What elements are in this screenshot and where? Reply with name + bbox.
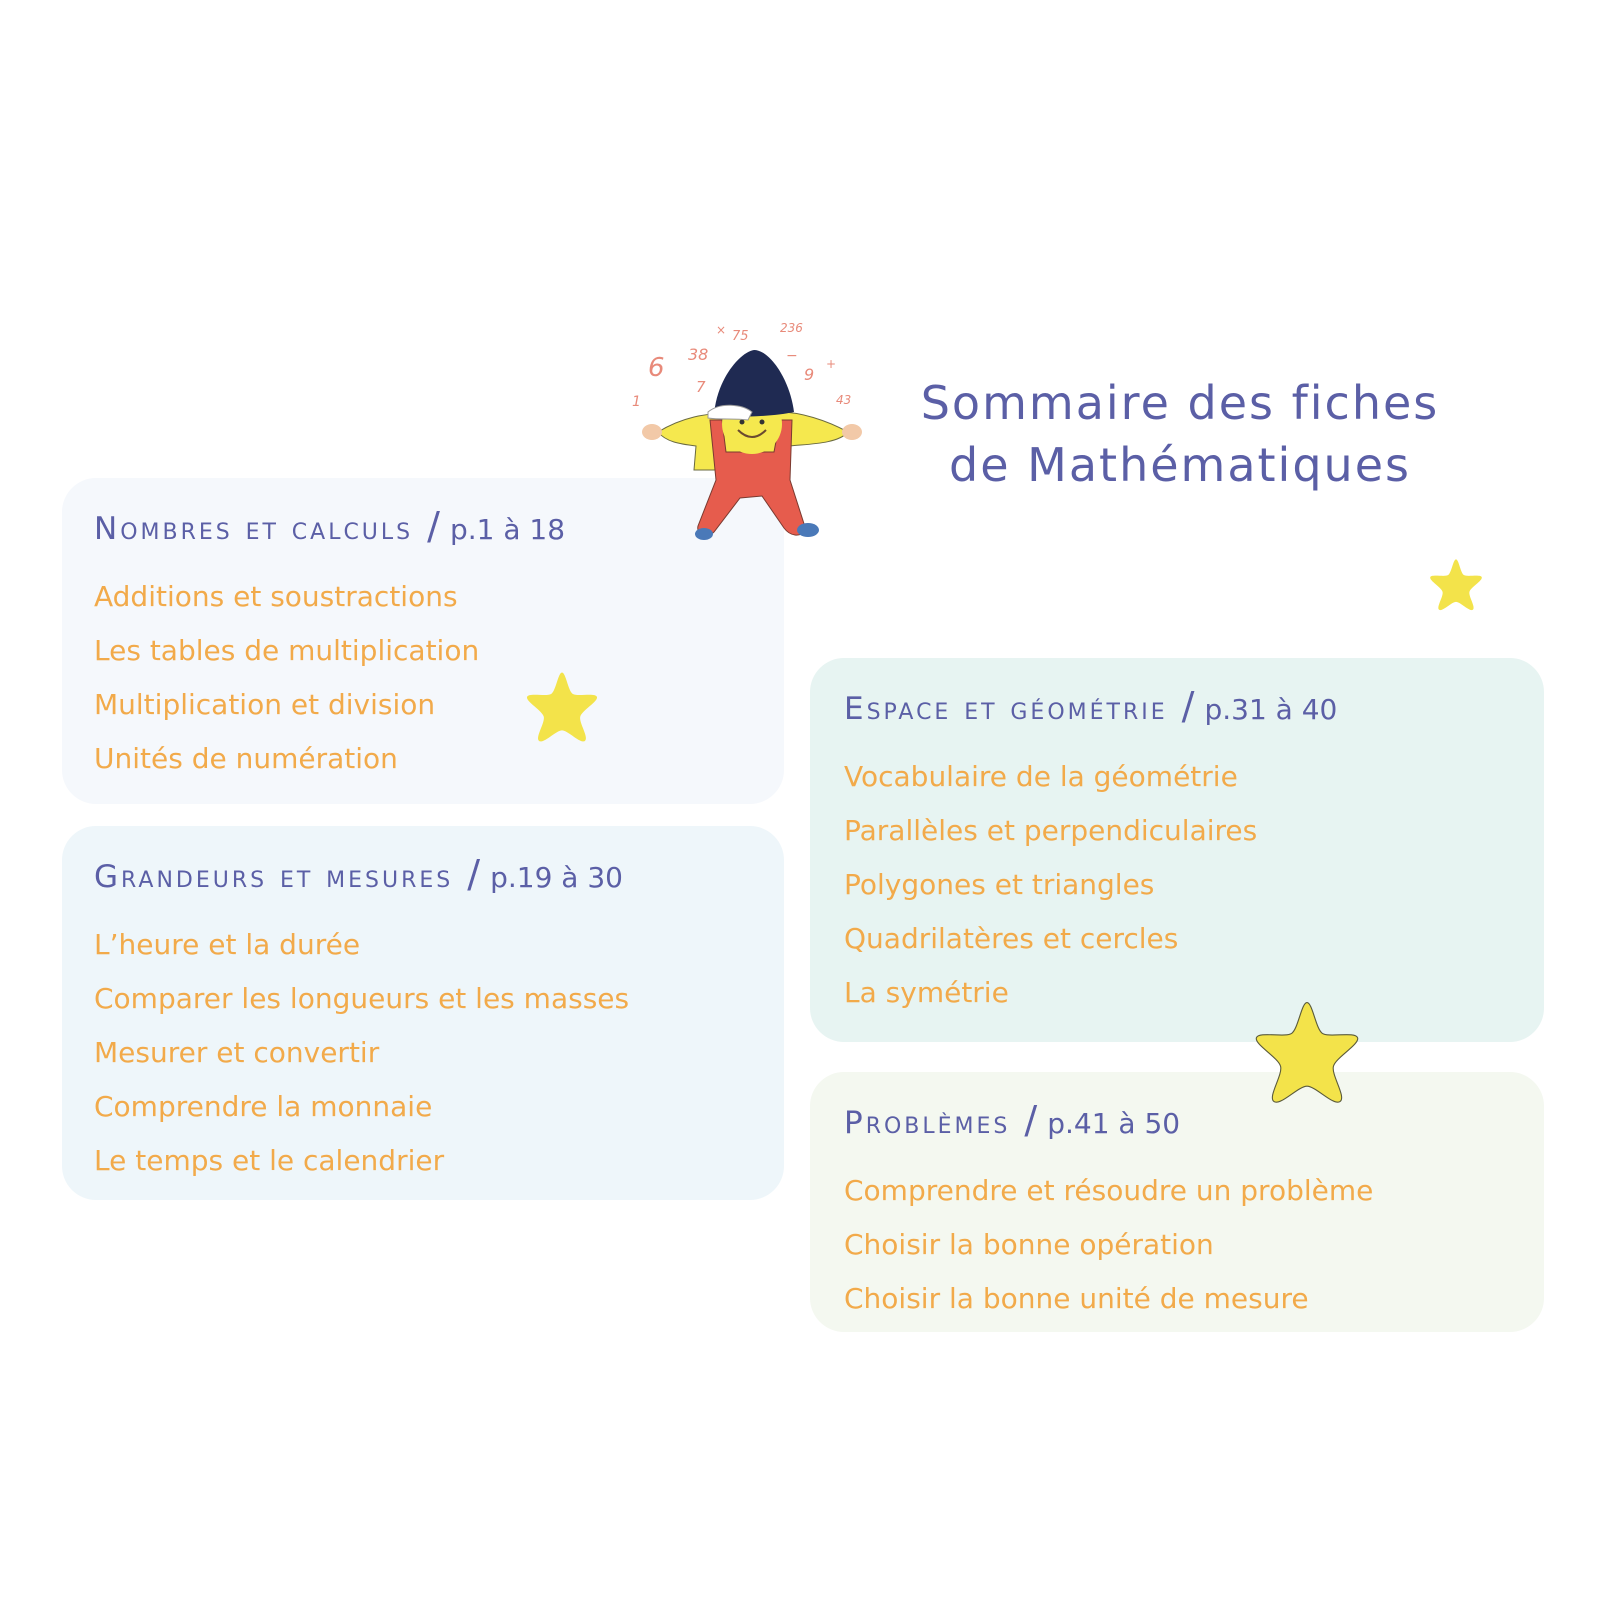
section-card-problemes [810, 1072, 1544, 1332]
list-item: Choisir la bonne opération [844, 1228, 1214, 1261]
mascot-number: 6 [648, 353, 665, 383]
section-card-grandeurs-et-mesures [62, 826, 784, 1200]
list-item: Multiplication et division [94, 688, 436, 721]
section-heading [844, 1098, 1180, 1142]
section-separator: / [1181, 684, 1195, 728]
section-separator: / [1024, 1098, 1038, 1142]
section-heading [94, 852, 623, 896]
section-separator: / [427, 504, 440, 548]
section-page-range: p.31 à 40 [1204, 693, 1338, 726]
list-item: Comprendre la monnaie [94, 1090, 433, 1123]
mascot-number: 236 [780, 321, 803, 335]
mascot-number: + [826, 357, 837, 371]
list-item: Le temps et le calendrier [94, 1144, 445, 1177]
mascot-number: 1 [632, 394, 641, 410]
list-item: Parallèles et perpendiculaires [844, 814, 1258, 847]
section-name: Nombres et calculs [94, 511, 414, 547]
list-item: Choisir la bonne unité de mesure [844, 1282, 1309, 1315]
list-item: Comprendre et résoudre un problème [844, 1174, 1374, 1207]
section-item-list [844, 1164, 1373, 1326]
mascot-number: 75 [732, 329, 749, 344]
section-page-range: p.1 à 18 [449, 513, 566, 546]
mascot-number: 43 [836, 393, 852, 407]
section-page-range: p.19 à 30 [490, 861, 623, 894]
star-mascot-illustration [630, 320, 870, 560]
mascot-number: 9 [804, 365, 815, 384]
section-item-list [94, 918, 629, 1188]
section-name: Problèmes [844, 1105, 1011, 1141]
page-title [890, 372, 1470, 496]
list-item: Les tables de multiplication [94, 634, 480, 667]
mascot-number: − [786, 348, 798, 364]
section-card-espace-et-geometrie [810, 658, 1544, 1042]
list-item: Additions et soustractions [94, 580, 458, 613]
list-item: Vocabulaire de la géométrie [844, 760, 1238, 793]
section-heading [94, 504, 565, 548]
section-heading [844, 684, 1337, 728]
list-item: Unités de numération [94, 742, 398, 775]
mascot-number: 38 [688, 345, 709, 364]
list-item: L’heure et la durée [94, 928, 361, 961]
list-item: Quadrilatères et cercles [844, 922, 1179, 955]
mascot-number: × [716, 323, 727, 337]
section-name: Espace et géométrie [844, 691, 1168, 727]
section-separator: / [467, 852, 481, 896]
star-icon [1428, 556, 1484, 612]
list-item: Comparer les longueurs et les masses [94, 982, 630, 1015]
page-title-line-1: Sommaire des fiches [920, 376, 1440, 430]
list-item: Mesurer et convertir [94, 1036, 380, 1069]
list-item: La symétrie [844, 976, 1009, 1009]
section-name: Grandeurs et mesures [94, 859, 454, 895]
mascot-number: 7 [696, 378, 706, 396]
star-icon [1252, 996, 1362, 1106]
star-icon [522, 668, 602, 744]
section-page-range: p.41 à 50 [1047, 1107, 1181, 1140]
section-item-list [844, 750, 1257, 1020]
page-title-line-2: de Mathématiques [949, 438, 1411, 492]
list-item: Polygones et triangles [844, 868, 1155, 901]
section-item-list [94, 570, 479, 786]
